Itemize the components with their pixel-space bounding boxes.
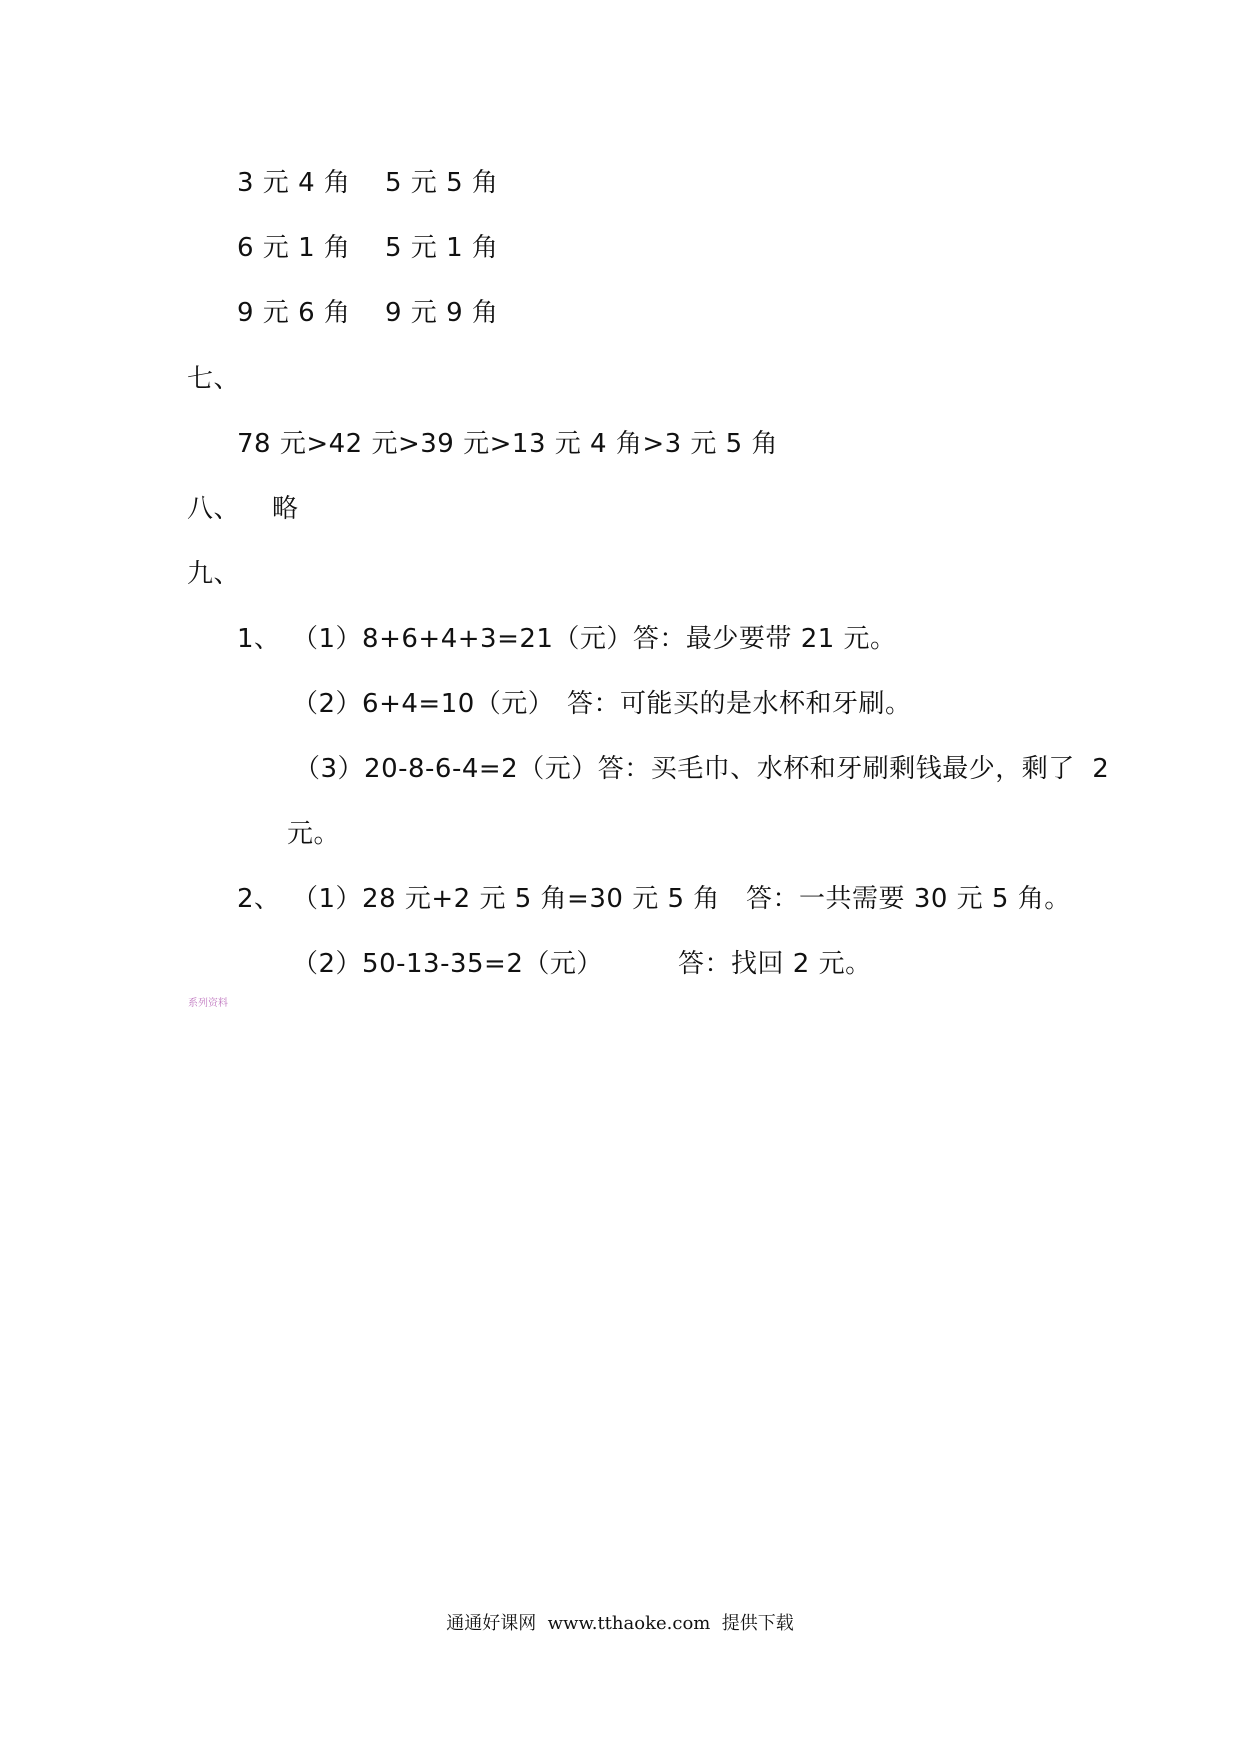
money-value: 9 元 6 角 — [237, 298, 351, 328]
money-value: 3 元 4 角 — [237, 168, 351, 198]
section-9-heading: 九、 — [187, 559, 241, 589]
money-value: 5 元 5 角 — [385, 168, 499, 198]
section-7-answer: 78 元>42 元>39 元>13 元 4 角>3 元 5 角 — [237, 429, 778, 459]
money-value: 5 元 1 角 — [385, 233, 499, 263]
question-1-part-1: （1）8+6+4+3=21（元）答：最少要带 21 元。 — [292, 624, 897, 654]
question-2-number: 2、 — [237, 884, 281, 914]
money-value: 9 元 9 角 — [385, 298, 499, 328]
question-2-part-2-answer: 答：找回 2 元。 — [678, 949, 872, 979]
question-1-part-3-continued: 元。 — [287, 819, 341, 849]
question-1-part-2-answer: 答：可能买的是水杯和牙刷。 — [567, 689, 912, 719]
section-8-heading: 八、 — [187, 494, 241, 524]
page-footer: 通通好课网 www.tthaoke.com 提供下载 — [446, 1613, 794, 1634]
series-material-tag: 系列资料 — [188, 998, 228, 1009]
question-1-part-2-equation: （2）6+4=10（元） — [292, 689, 555, 719]
section-8-answer: 略 — [272, 494, 299, 524]
section-7-heading: 七、 — [187, 364, 241, 394]
question-2-part-2-equation: （2）50-13-35=2（元） — [292, 949, 603, 979]
money-value: 6 元 1 角 — [237, 233, 351, 263]
question-1-number: 1、 — [237, 624, 281, 654]
question-1-part-3: （3）20-8-6-4=2（元）答：买毛巾、水杯和牙刷剩钱最少，剩了 2 — [294, 754, 1110, 784]
question-2-part-1: （1）28 元+2 元 5 角=30 元 5 角 答：一共需要 30 元 5 角。 — [292, 884, 1071, 914]
